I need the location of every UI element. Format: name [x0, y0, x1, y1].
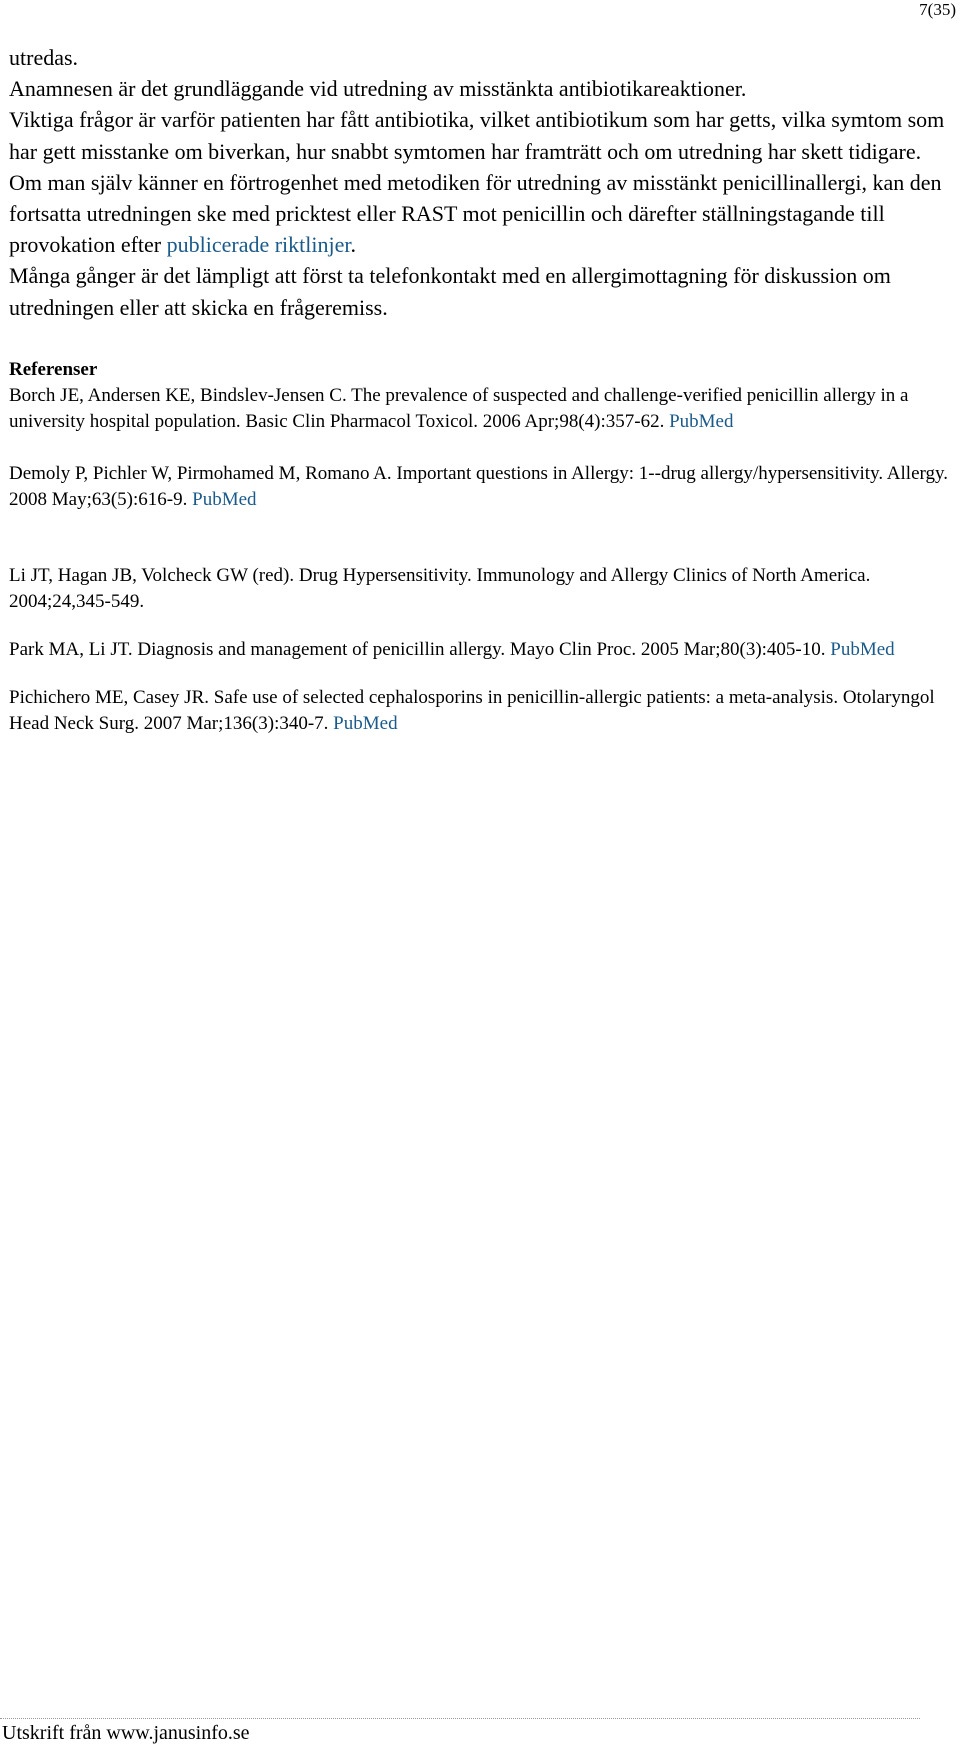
pubmed-link[interactable]: PubMed: [669, 410, 734, 432]
document-content: [9, 42, 949, 737]
reference-text: Pichichero ME, Casey JR. Safe use of selected cephalosporins in penicillin-allergic patients: a meta-analysis. Otolaryngol Head Neck Surg. 2007 Mar;136(3):340-7.: [9, 686, 935, 734]
reference-text: Li JT, Hagan JB, Volcheck GW (red). Drug Hypersensitivity. Immunology and Allergy Clinics of North America. 2004;24,345-549.: [9, 564, 871, 612]
paragraph-manga-ganger: Många gånger är det lämpligt att först ta telefonkontakt med en allergimottagning för diskussion om utredningen eller att skicka en frågeremiss.: [9, 263, 891, 320]
paragraph-om-man-sjalv: [9, 167, 949, 261]
footer-divider: [0, 1718, 920, 1719]
paragraph-viktiga-fragor: Viktiga frågor är varför patienten har fått antibiotika, vilket antibiotikum som har getts, vilka symtom som har gett misstanke om biverkan, hur snabbt symtomen har framträtt och om utredning har skett tidigare.: [9, 107, 945, 164]
reference-item-demoly: [9, 461, 949, 513]
page-number: 7(35): [919, 0, 956, 19]
reference-text: Park MA, Li JT. Diagnosis and management of penicillin allergy. Mayo Clin Proc. 2005 Mar;80(3):405-10.: [9, 638, 831, 660]
pubmed-link[interactable]: PubMed: [830, 638, 895, 660]
pubmed-link[interactable]: PubMed: [333, 712, 398, 734]
reference-item-li: [9, 563, 949, 615]
footer-source: Utskrift från www.janusinfo.se: [2, 1722, 250, 1744]
reference-text: Borch JE, Andersen KE, Bindslev-Jensen C. The prevalence of suspected and challenge-verified penicillin allergy in a university hospital population. Basic Clin Pharmacol Toxicol. 2006 Apr;98(4):357-62.: [9, 384, 909, 432]
reference-item-park: [9, 637, 949, 663]
pubmed-link[interactable]: PubMed: [192, 488, 257, 510]
paragraph-om-man-end: .: [350, 232, 356, 258]
guidelines-link[interactable]: publicerade riktlinjer: [166, 232, 351, 258]
reference-item-borch: [9, 383, 949, 435]
paragraph-om-man-text: Om man själv känner en förtrogenhet med metodiken för utredning av misstänkt penicillinallergi, kan den fortsatta utredningen ske med pricktest eller RAST mot penicillin och därefter ställningstagande till provokation efter: [9, 169, 942, 258]
references-heading: Referenser: [9, 358, 98, 380]
reference-text: Demoly P, Pichler W, Pirmohamed M, Romano A. Important questions in Allergy: 1--drug allergy/hypersensitivity. Allergy. 2008 May;63(5):616-9.: [9, 462, 949, 510]
paragraph-utredas: utredas.: [9, 45, 79, 70]
reference-item-pichichero: [9, 685, 949, 737]
body-text: [9, 42, 949, 323]
paragraph-anamnes: Anamnesen är det grundläggande vid utredning av misstänkta antibiotikareaktioner.: [9, 76, 747, 102]
